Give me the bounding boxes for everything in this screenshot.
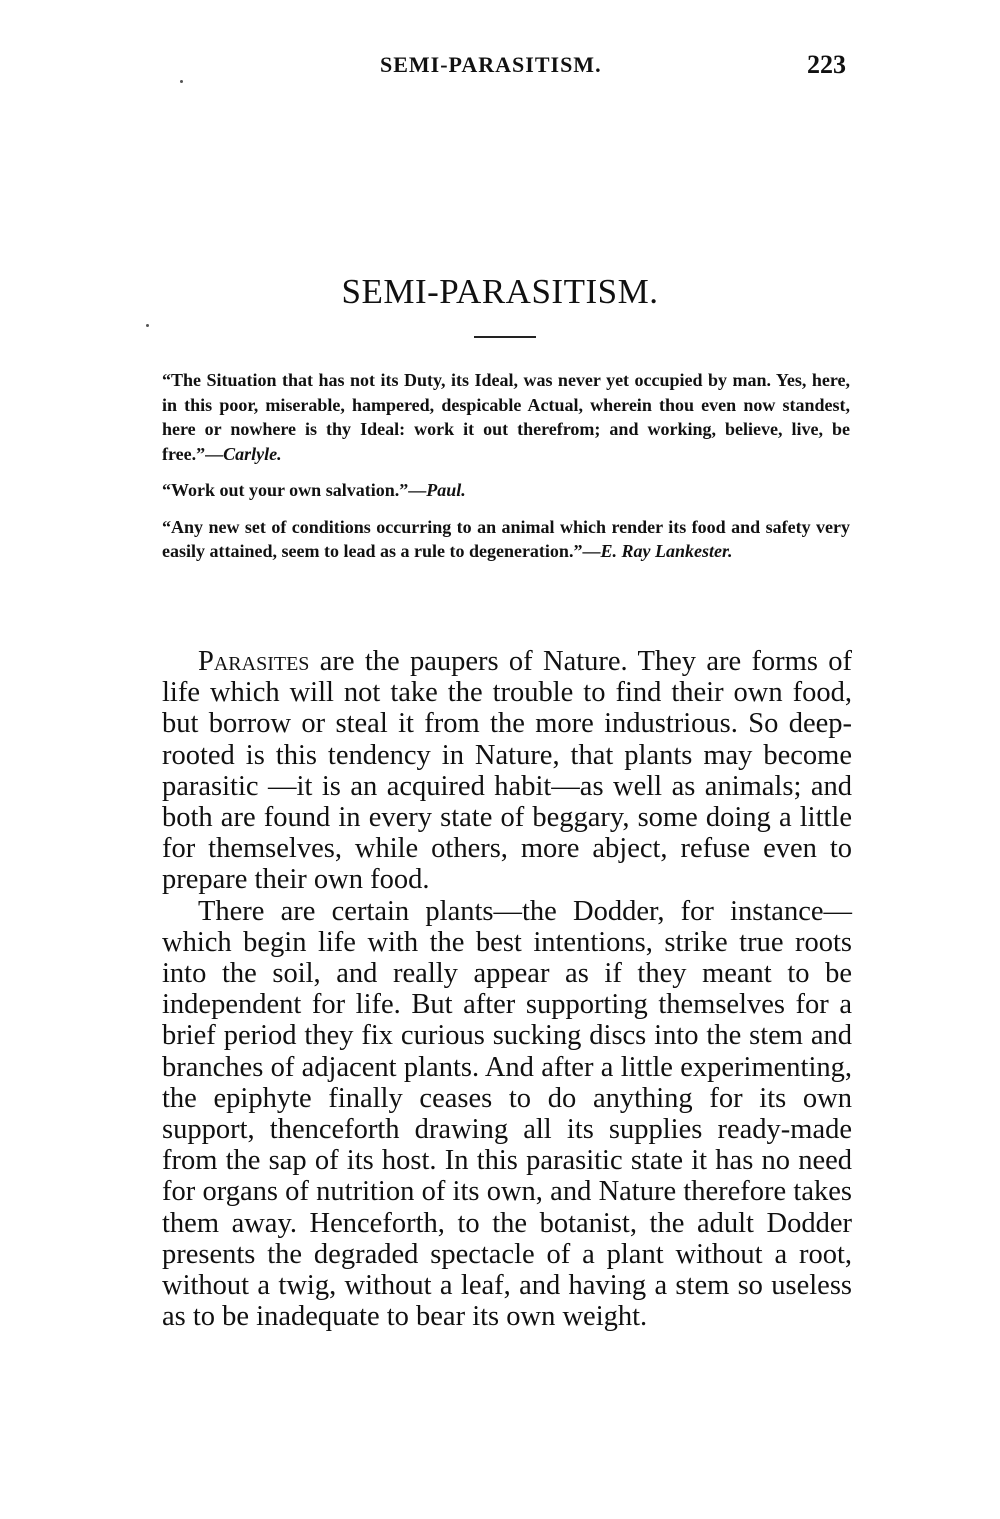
paragraph-1 [162,646,852,896]
title-rule [474,336,536,338]
epigraph-attribution: Carlyle. [223,443,282,464]
epigraph-text: “Any new set of conditions occurring to an animal which render its food and safety very easily attained, seem to lead as a rule to degeneration.”— [162,516,850,561]
epigraph-text: “Work out your own salvation.”— [162,480,427,500]
chapter-title: SEMI-PARASITISM. [341,272,659,311]
epigraph-attribution: E. Ray Lankester. [600,541,733,561]
body-text [162,646,852,1332]
running-title: SEMI-PARASITISM. [380,52,602,77]
print-speck [146,324,149,327]
paragraph-2: There are certain plants—the Dodder, for instance—which begin life with the best intentions, strike true roots into the soil, and really appear as if they meant to be independent for life. But after supporting themselves for a brief period they fix curious sucking discs into the stem and branches of adjacent plants. And after a little experimenting, the epiphyte finally ceases to do anything for its own support, thenceforth drawing all its supplies ready-made from the sap of its host. In this parasitic state it has no need for organs of nutrition of its own, and Nature therefore takes them away. Henceforth, to the botanist, the adult Dodder presents the degraded spectacle of a plant without a root, without a twig, without a leaf, and having a stem so useless as to be inadequate to bear its own weight. [162,895,852,1333]
epigraph-attribution: Paul. [426,480,466,500]
epigraph-carlyle [162,368,850,466]
epigraph-paul [162,478,850,503]
page-number: 223 [807,50,846,79]
running-header [160,50,850,84]
lead-word: Parasites [198,646,310,677]
epigraphs [162,368,850,576]
epigraph-lankester [162,515,850,564]
print-speck [180,80,183,83]
epigraph-text: “The Situation that has not its Duty, its Ideal, was never yet occupied by man. Yes, here, in this poor, miserable, hampered, despicable Actual, wherein thou even now standest, here or nowhere is thy Ideal: work it out therefrom; and working, believe, live, be free.”— [162,370,850,464]
paragraph-1-text: are the paupers of Nature. They are forms of life which will not take the trouble to find their own food, but borrow or steal it from the more industrious. So deep-rooted is this tendency in Nature, that plants may become parasitic —it is an acquired habit—as well as animals; and both are found in every state of beggary, some doing a little for themselves, while others, more abject, refuse even to prepare their own food. [162,646,852,896]
